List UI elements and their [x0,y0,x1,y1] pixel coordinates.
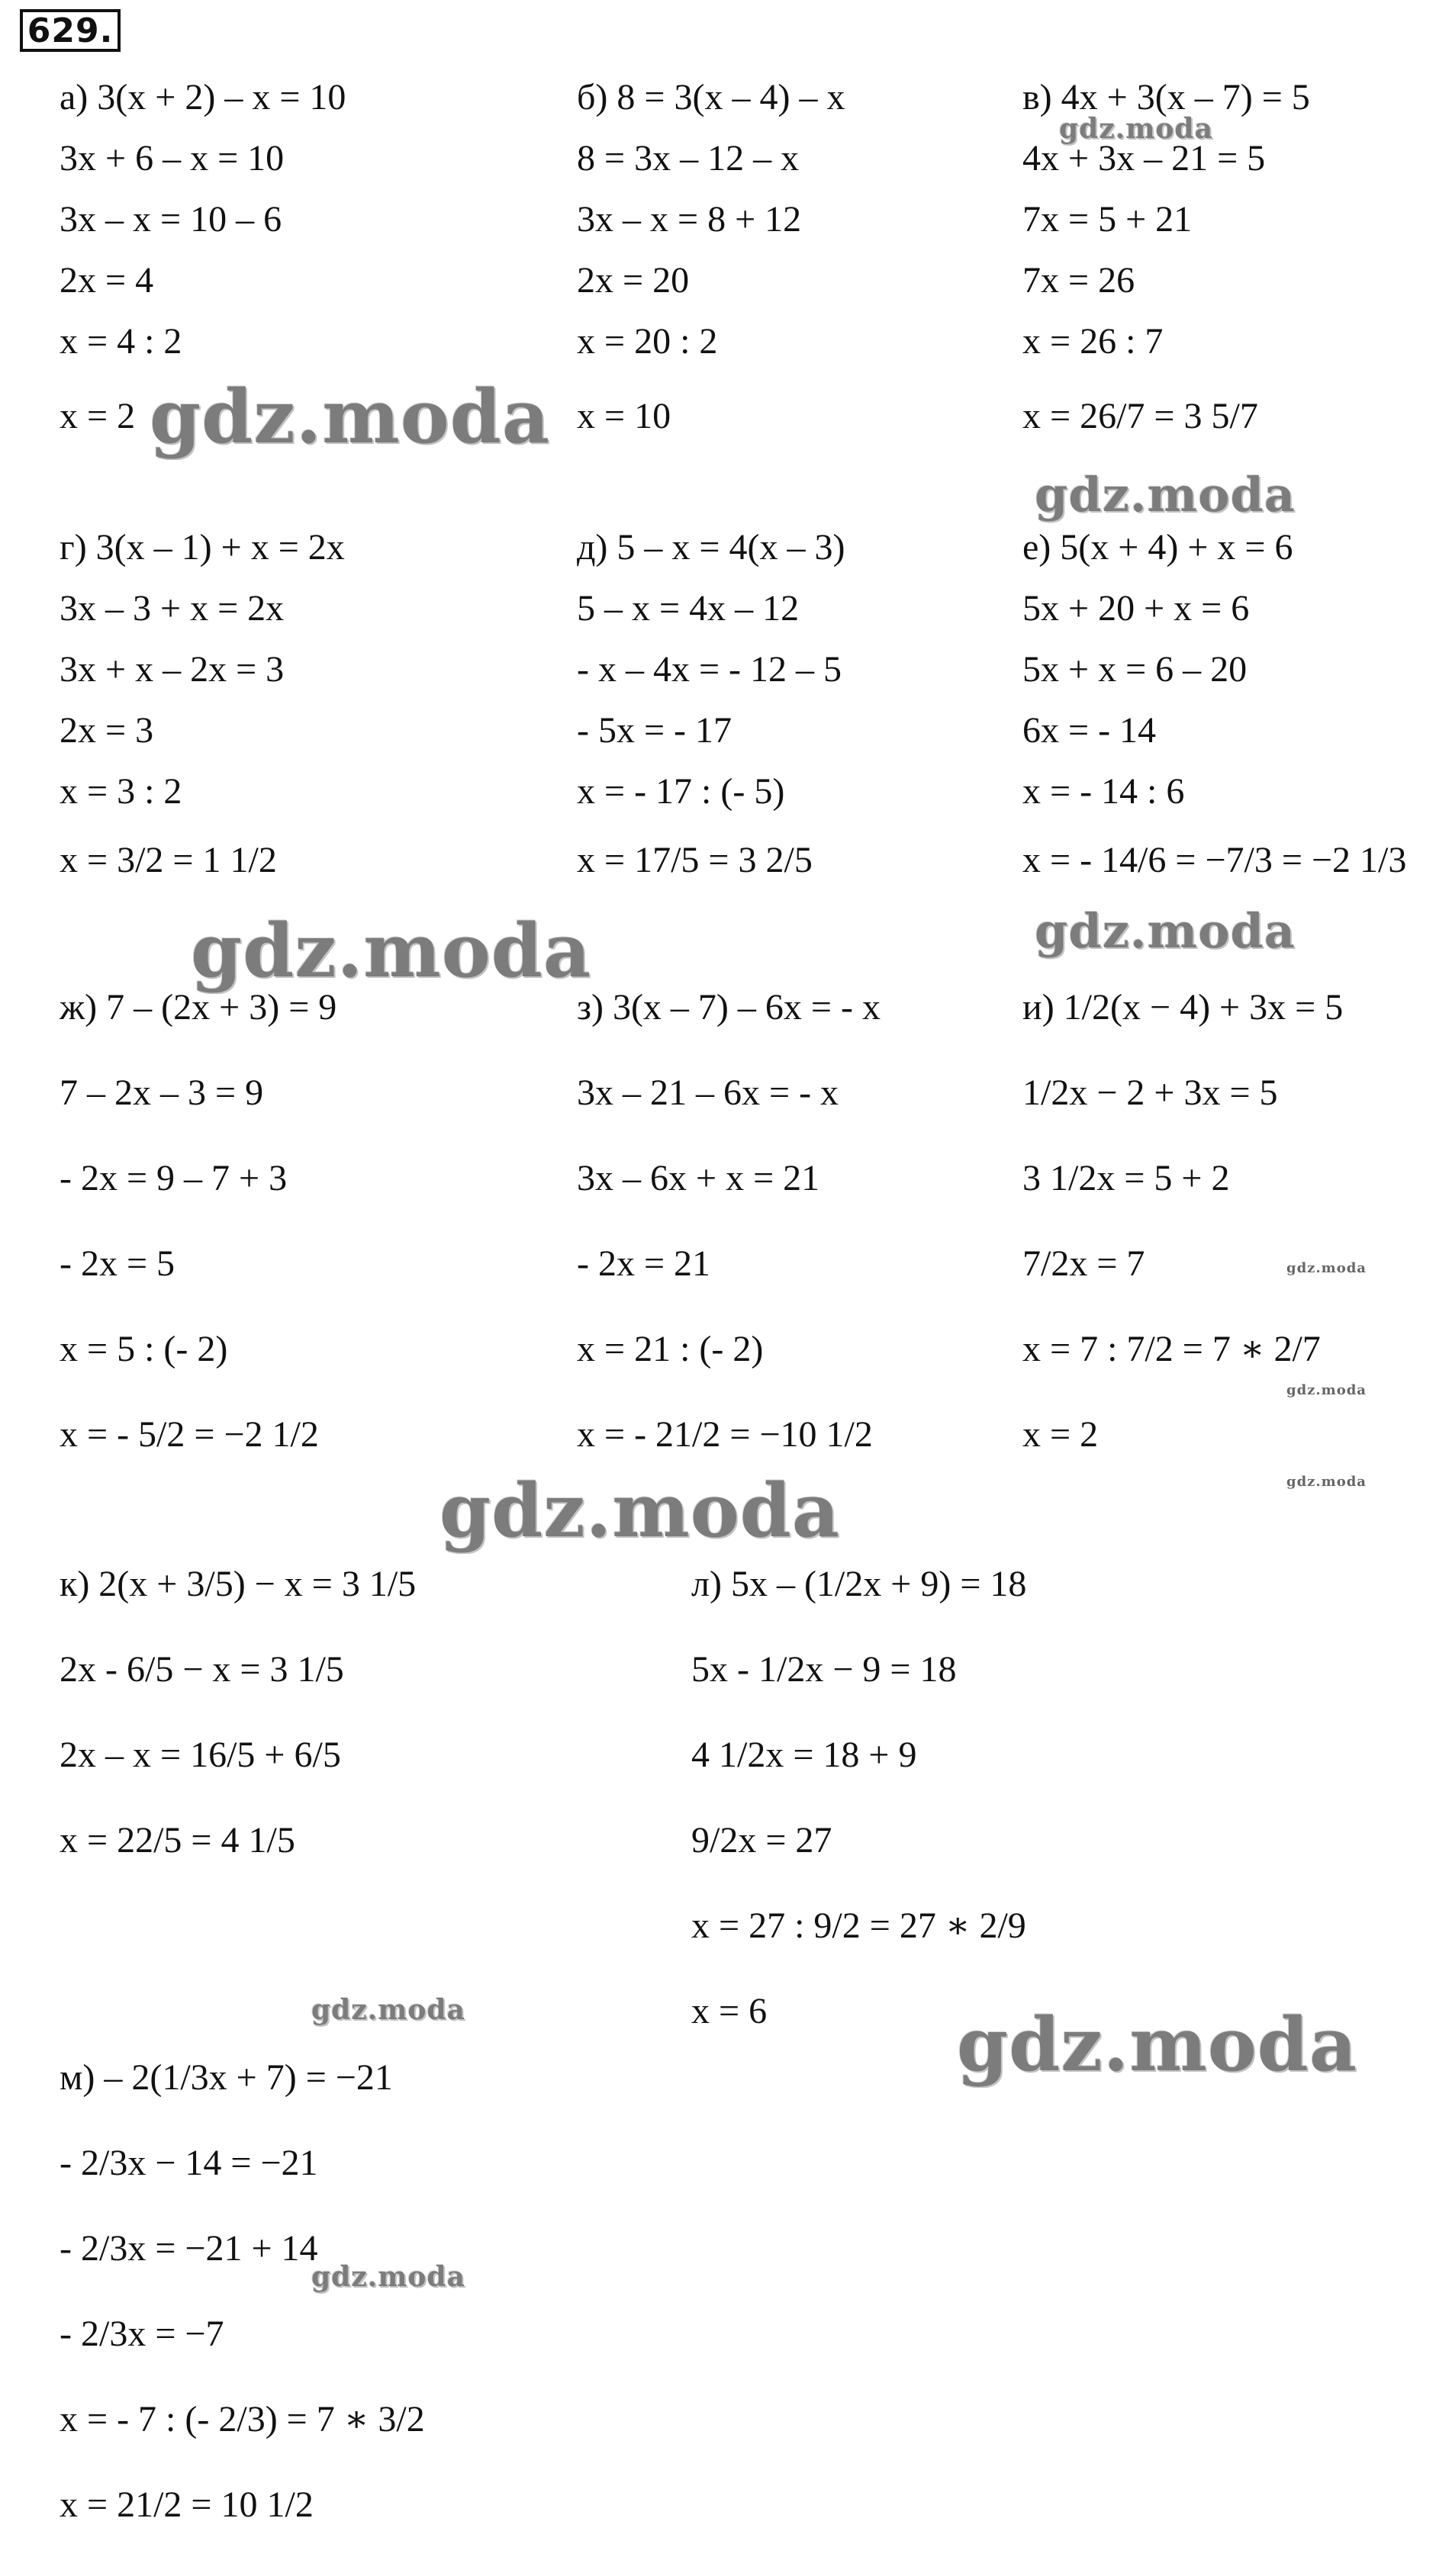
equation-line: x = 3 : 2 [60,771,182,812]
equation-line: 2x - 6/5 − x = 3 1/5 [60,1649,344,1690]
equation-line: x = 2 [1022,1414,1099,1455]
equation-line: x = 21/2 = 10 1/2 [60,2484,314,2525]
equation-line: 3x + x – 2x = 3 [60,649,285,690]
equation-line: д) 5 – x = 4(x – 3) [577,527,845,568]
equation-line: л) 5x – (1/2x + 9) = 18 [691,1564,1027,1604]
equation-line: x = 26 : 7 [1022,321,1164,362]
equation-line: 2x = 4 [60,260,154,301]
equation-line: 4x + 3x – 21 = 5 [1022,138,1266,178]
equation-line: а) 3(x + 2) – x = 10 [60,77,346,117]
equation-line: x = 3/2 = 1 1/2 [60,840,277,880]
watermark: gdz.moda [1286,1260,1367,1276]
watermark: gdz.moda [1035,903,1296,959]
equation-line: и) 1/2(x − 4) + 3x = 5 [1022,987,1344,1028]
equation-line: 8 = 3x – 12 – x [577,138,800,178]
equation-line: 1/2x − 2 + 3x = 5 [1022,1073,1278,1113]
equation-line: - 2x = 5 [60,1243,175,1284]
equation-line: 7x = 5 + 21 [1022,199,1193,240]
equation-line: 5 – x = 4x – 12 [577,588,800,629]
equation-line: - x – 4x = - 12 – 5 [577,649,842,690]
equation-line: е) 5(x + 4) + x = 6 [1022,527,1293,568]
equation-line: м) – 2(1/3x + 7) = −21 [60,2057,393,2098]
equation-line: 3x – x = 10 – 6 [60,199,282,240]
equation-line: 5x + 20 + x = 6 [1022,588,1250,629]
equation-line: x = 5 : (- 2) [60,1329,228,1369]
equation-line: 7x = 26 [1022,260,1135,301]
equation-line: x = 21 : (- 2) [577,1329,764,1369]
equation-line: б) 8 = 3(x – 4) – x [577,77,845,117]
equation-line: 9/2x = 27 [691,1820,832,1860]
task-number: 629. [20,9,121,52]
equation-line: ж) 7 – (2x + 3) = 9 [60,987,337,1028]
equation-line: x = 26/7 = 3 5/7 [1022,396,1258,436]
equation-line: 3x – x = 8 + 12 [577,199,802,240]
equation-line: - 5x = - 17 [577,710,732,751]
equation-line: г) 3(x – 1) + x = 2x [60,527,345,568]
equation-line: з) 3(x – 7) – 6x = - x [577,987,881,1028]
equation-line: 7 – 2x – 3 = 9 [60,1073,264,1113]
equation-line: 5x + x = 6 – 20 [1022,649,1248,690]
equation-line: 2x = 3 [60,710,154,751]
watermark: gdz.moda [311,2261,465,2293]
equation-line: x = 20 : 2 [577,321,718,362]
equation-line: к) 2(x + 3/5) − x = 3 1/5 [60,1564,417,1604]
equation-line: в) 4x + 3(x – 7) = 5 [1022,77,1310,117]
equation-line: x = 7 : 7/2 = 7 ∗ 2/7 [1022,1329,1321,1369]
equation-line: x = 17/5 = 3 2/5 [577,840,813,880]
equation-line: 4 1/2x = 18 + 9 [691,1735,917,1775]
equation-line: 3x – 3 + x = 2x [60,588,285,629]
equation-line: 7/2x = 7 [1022,1243,1145,1284]
equation-line: x = - 21/2 = −10 1/2 [577,1414,873,1455]
equation-line: 2x – x = 16/5 + 6/5 [60,1735,341,1775]
watermark: gdz.moda [439,1468,841,1554]
watermark: gdz.moda [1286,1474,1367,1490]
equation-line: 3x – 21 – 6x = - x [577,1073,839,1113]
equation-line: - 2/3x − 14 = −21 [60,2143,318,2183]
equation-line: 3x + 6 – x = 10 [60,138,285,178]
equation-line: 5x - 1/2x − 9 = 18 [691,1649,957,1690]
watermark: gdz.moda [1059,113,1213,145]
equation-line: - 2x = 21 [577,1243,711,1284]
equation-line: 3x – 6x + x = 21 [577,1158,820,1198]
equation-line: x = - 14/6 = −7/3 = −2 1/3 [1022,840,1407,880]
equation-line: 6x = - 14 [1022,710,1157,751]
equation-line: 3 1/2x = 5 + 2 [1022,1158,1230,1198]
equation-line: 2x = 20 [577,260,690,301]
equation-line: x = 4 : 2 [60,321,182,362]
equation-line: - 2x = 9 – 7 + 3 [60,1158,288,1198]
equation-line: x = 10 [577,396,671,436]
watermark: gdz.moda [1035,467,1296,523]
watermark: gdz.moda [191,908,592,994]
equation-line: x = 2 [60,396,136,436]
watermark: gdz.moda [150,374,551,460]
equation-line: x = 27 : 9/2 = 27 ∗ 2/9 [691,1905,1026,1946]
equation-line: x = 22/5 = 4 1/5 [60,1820,295,1860]
equation-line: x = - 14 : 6 [1022,771,1185,812]
watermark: gdz.moda [311,1994,465,2026]
equation-line: - 2/3x = −21 + 14 [60,2228,318,2269]
equation-line: - 2/3x = −7 [60,2314,224,2354]
equation-line: x = 6 [691,1991,768,2031]
equation-line: x = - 5/2 = −2 1/2 [60,1414,319,1455]
watermark: gdz.moda [1286,1382,1367,1398]
equation-line: x = - 17 : (- 5) [577,771,785,812]
equation-line: x = - 7 : (- 2/3) = 7 ∗ 3/2 [60,2399,425,2439]
watermark: gdz.moda [957,2002,1358,2088]
